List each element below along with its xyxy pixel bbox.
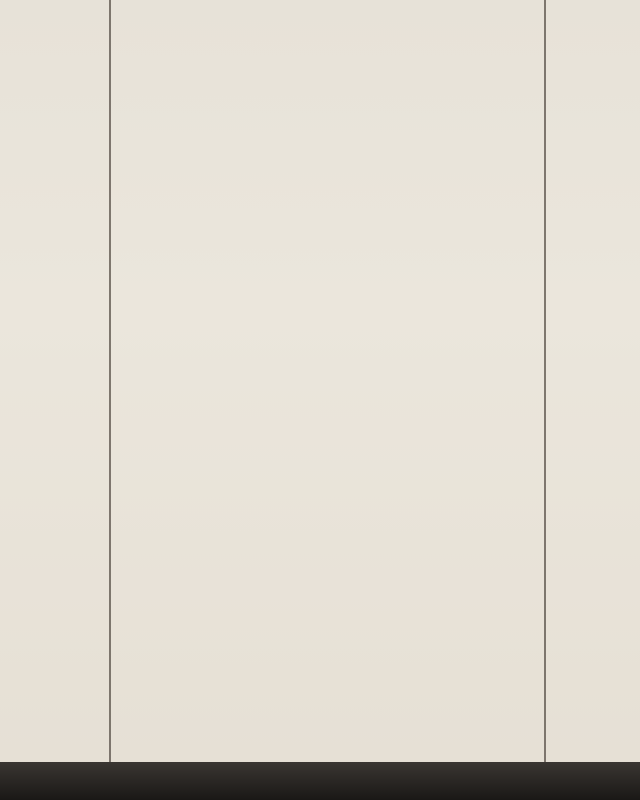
column-rule <box>109 0 111 762</box>
table-surface <box>0 762 640 800</box>
column-rule <box>544 0 546 762</box>
